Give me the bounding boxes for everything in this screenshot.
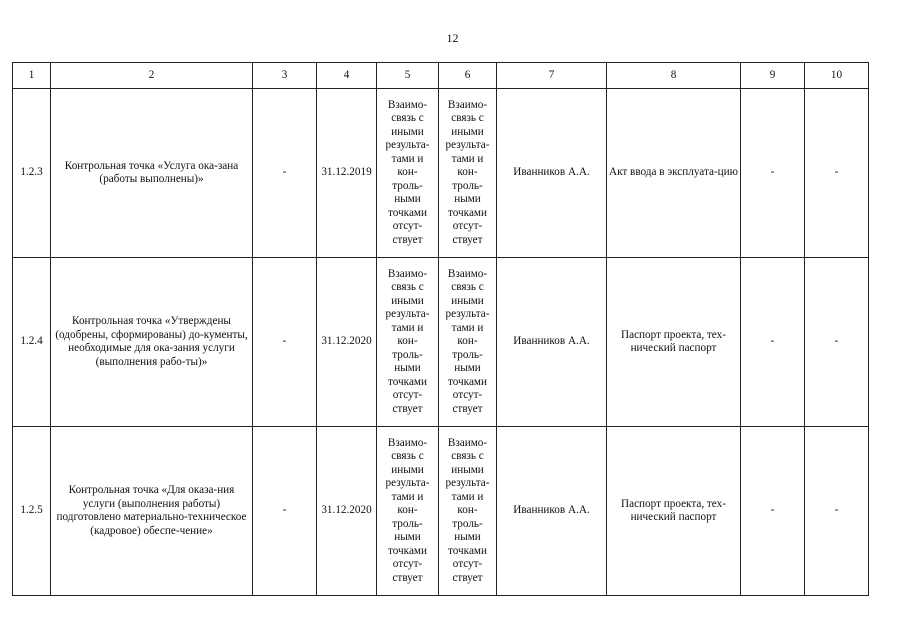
relation-previous	[377, 258, 439, 427]
col3-value: -	[253, 258, 317, 427]
relation-text-line: ствует	[392, 571, 423, 584]
deadline-date: 31.12.2020	[317, 427, 377, 596]
col3-value: -	[253, 89, 317, 258]
relation-next	[439, 427, 497, 596]
relation-text-line: ствует	[392, 402, 423, 415]
column-number-cell: 3	[253, 63, 317, 89]
relation-text-line: результа-	[385, 477, 430, 490]
deadline-date: 31.12.2019	[317, 89, 377, 258]
relation-next	[439, 258, 497, 427]
table-row	[13, 258, 869, 427]
relation-text-line: иными	[391, 294, 424, 307]
col9-value: -	[741, 427, 805, 596]
relation-text-line: отсут-	[392, 558, 423, 571]
column-number-row	[13, 63, 869, 89]
relation-text-line: троль-	[452, 348, 483, 361]
relation-text-line: отсут-	[452, 389, 483, 402]
row-number: 1.2.3	[13, 89, 51, 258]
relation-next	[439, 89, 497, 258]
result-document: Акт ввода в эксплуата-цию	[607, 89, 741, 258]
col9-value: -	[741, 258, 805, 427]
relation-text-line: ствует	[452, 402, 483, 415]
relation-text-line: связь с	[451, 450, 484, 463]
relation-text-line: точками	[388, 375, 427, 388]
relation-text-line: отсут-	[392, 220, 423, 233]
relation-text-line: кон-	[397, 335, 418, 348]
row-number: 1.2.4	[13, 258, 51, 427]
relation-text-line: ствует	[392, 233, 423, 246]
relation-text-line: кон-	[457, 504, 478, 517]
relation-text-line: результа-	[385, 308, 430, 321]
relation-text-line: результа-	[445, 139, 490, 152]
relation-text-line: ными	[394, 362, 421, 375]
control-point-name: Контрольная точка «Для оказа-ния услуги (выполнения работы) подготовлено материально-техническое (кадровое) обеспе-чение»	[51, 427, 253, 596]
relation-text-line: результа-	[385, 139, 430, 152]
relation-text-line: ными	[454, 362, 481, 375]
relation-previous	[377, 427, 439, 596]
col10-value: -	[805, 427, 869, 596]
column-number-cell: 9	[741, 63, 805, 89]
relation-text-line: результа-	[445, 477, 490, 490]
relation-text-line: ствует	[452, 233, 483, 246]
relation-text-line: Взаимо-	[387, 98, 428, 111]
relation-text-line: тами и	[451, 490, 484, 503]
relation-text-line: кон-	[457, 166, 478, 179]
relation-text-line: тами и	[391, 152, 424, 165]
column-number-cell: 5	[377, 63, 439, 89]
result-document: Паспорт проекта, тех-нический паспорт	[607, 427, 741, 596]
relation-text-line: ными	[394, 531, 421, 544]
column-number-cell: 6	[439, 63, 497, 89]
relation-text-line: ствует	[452, 571, 483, 584]
relation-text-line: отсут-	[392, 389, 423, 402]
control-point-name: Контрольная точка «Утверждены (одобрены, сформированы) до-кументы, необходимые для ока-зания услуги (выполнения рабо-ты)»	[51, 258, 253, 427]
relation-text-line: Взаимо-	[447, 98, 488, 111]
relation-text-line: связь с	[391, 450, 424, 463]
relation-text-line: иными	[451, 294, 484, 307]
relation-text-line: связь с	[451, 281, 484, 294]
relation-text-line: троль-	[392, 517, 423, 530]
col9-value: -	[741, 89, 805, 258]
control-point-name: Контрольная точка «Услуга ока-зана (работы выполнены)»	[51, 89, 253, 258]
relation-text-line: тами и	[391, 321, 424, 334]
deadline-date: 31.12.2020	[317, 258, 377, 427]
relation-text-line: иными	[391, 125, 424, 138]
relation-text-line: связь с	[391, 281, 424, 294]
relation-text-line: ными	[454, 193, 481, 206]
result-document: Паспорт проекта, тех-нический паспорт	[607, 258, 741, 427]
relation-text-line: иными	[451, 125, 484, 138]
column-number-cell: 1	[13, 63, 51, 89]
relation-text-line: Взаимо-	[387, 267, 428, 280]
relation-text-line: кон-	[397, 504, 418, 517]
relation-text-line: Взаимо-	[447, 436, 488, 449]
relation-text-line: ными	[454, 531, 481, 544]
relation-text-line: иными	[451, 463, 484, 476]
responsible-person: Иванников А.А.	[497, 89, 607, 258]
relation-text-line: тами и	[451, 152, 484, 165]
column-number-cell: 4	[317, 63, 377, 89]
relation-text-line: точками	[388, 206, 427, 219]
col10-value: -	[805, 258, 869, 427]
relation-text-line: связь с	[451, 112, 484, 125]
responsible-person: Иванников А.А.	[497, 258, 607, 427]
table-row	[13, 89, 869, 258]
relation-text-line: троль-	[452, 517, 483, 530]
relation-text-line: тами и	[391, 490, 424, 503]
row-number: 1.2.5	[13, 427, 51, 596]
relation-text-line: иными	[391, 463, 424, 476]
relation-text-line: точками	[388, 544, 427, 557]
responsible-person: Иванников А.А.	[497, 427, 607, 596]
page-number: 12	[446, 31, 459, 45]
col3-value: -	[253, 427, 317, 596]
relation-text-line: точками	[448, 375, 487, 388]
relation-text-line: отсут-	[452, 558, 483, 571]
relation-text-line: тами и	[451, 321, 484, 334]
relation-text-line: отсут-	[452, 220, 483, 233]
table-row	[13, 427, 869, 596]
control-points-table	[12, 62, 869, 596]
relation-text-line: точками	[448, 206, 487, 219]
relation-text-line: троль-	[392, 179, 423, 192]
relation-text-line: связь с	[391, 112, 424, 125]
column-number-cell: 8	[607, 63, 741, 89]
column-number-cell: 7	[497, 63, 607, 89]
col10-value: -	[805, 89, 869, 258]
relation-text-line: результа-	[445, 308, 490, 321]
relation-text-line: кон-	[397, 166, 418, 179]
relation-text-line: точками	[448, 544, 487, 557]
column-number-cell: 2	[51, 63, 253, 89]
relation-text-line: троль-	[452, 179, 483, 192]
relation-text-line: ными	[394, 193, 421, 206]
relation-text-line: Взаимо-	[387, 436, 428, 449]
relation-text-line: кон-	[457, 335, 478, 348]
relation-previous	[377, 89, 439, 258]
relation-text-line: троль-	[392, 348, 423, 361]
relation-text-line: Взаимо-	[447, 267, 488, 280]
column-number-cell: 10	[805, 63, 869, 89]
